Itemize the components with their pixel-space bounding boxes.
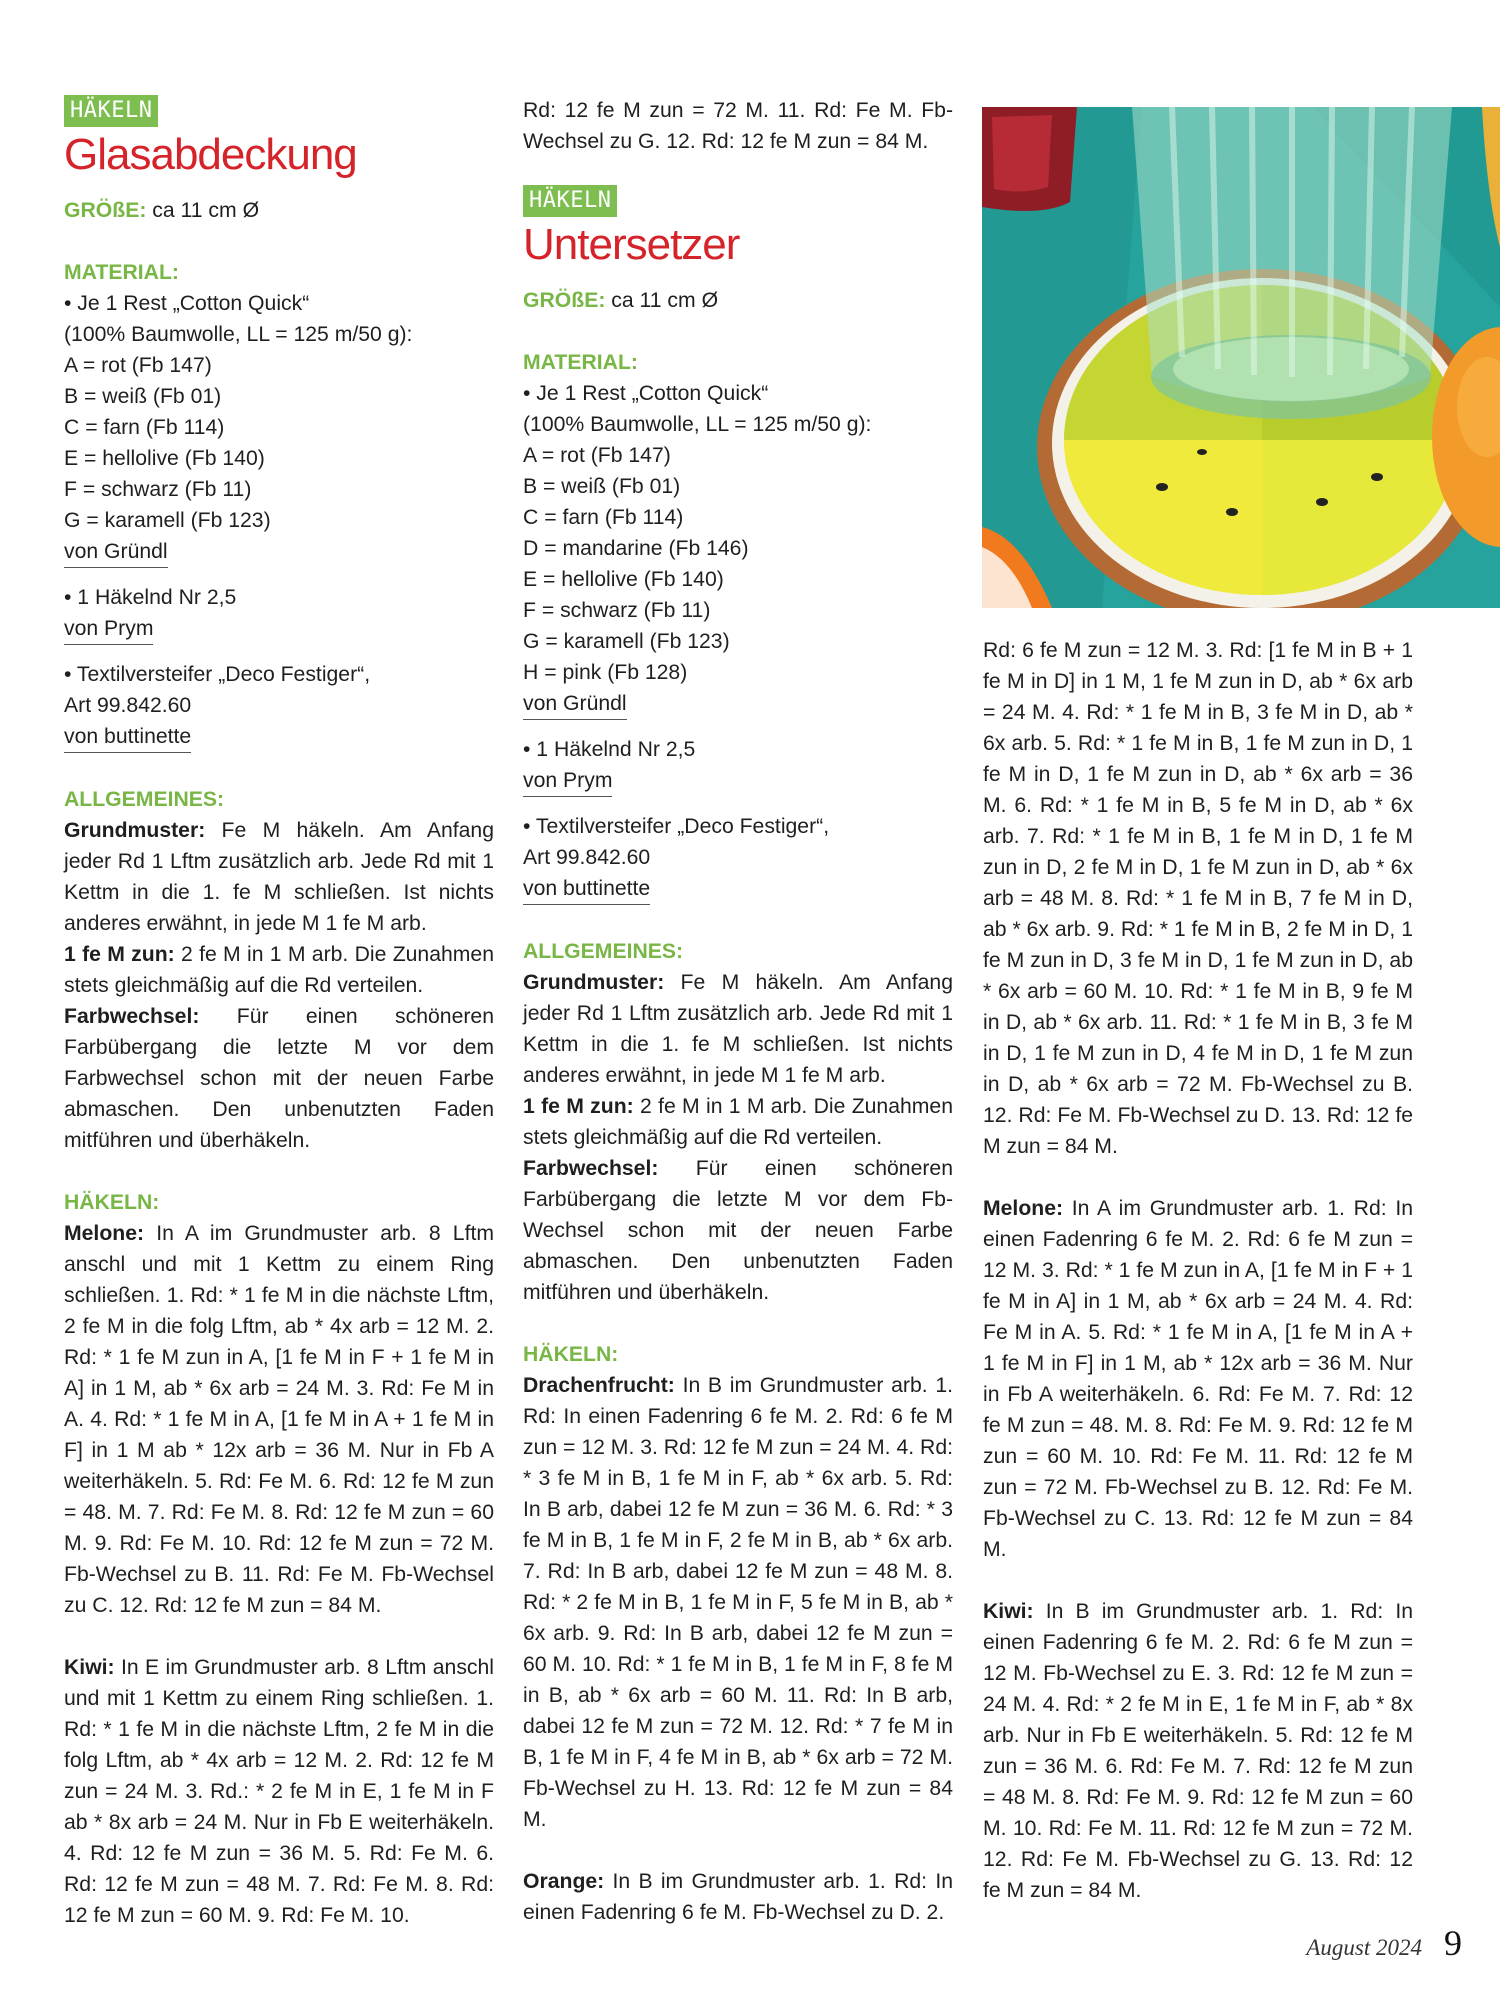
material-line: G = karamell (Fb 123) [64,509,271,532]
material-line: Art 99.842.60 [64,694,192,717]
material-line: F = schwarz (Fb 11) [523,599,711,622]
term-text: In B im Grundmuster arb. 1. Rd: In einen Fadenring 6 fe M. Fb-Wechsel zu D. 2. [523,1870,953,1924]
material-line: • Je 1 Rest „Cotton Quick“ [523,382,769,405]
instruction-paragraph [983,1193,1413,1565]
material-line: G = karamell (Fb 123) [523,630,730,653]
supplier-buttinette: von buttinette [523,873,650,905]
category-tag: HÄKELN [523,185,617,217]
term-label: Grundmuster: [523,971,665,994]
material-line: D = mandarine (Fb 146) [523,537,749,560]
term-label: Drachenfrucht: [523,1374,675,1397]
general-heading: ALLGEMEINES: [64,788,225,811]
material-line: E = hellolive (Fb 140) [64,447,265,470]
size-line [64,195,494,226]
size-value: ca 11 cm Ø [146,199,260,222]
general-paragraph [64,815,494,939]
term-label: Melone: [983,1197,1064,1220]
term-label: Farbwechsel: [64,1005,200,1028]
term-label: 1 fe M zun: [64,943,175,966]
general-paragraph [523,1153,953,1308]
instruction-paragraph [523,1370,953,1835]
material-line: Art 99.842.60 [523,846,651,869]
term-text: In E im Grundmuster arb. 8 Lftm anschl und mit 1 Kettm zu einem Ring schließen. 1. Rd: * 1 fe M in die nächste Lftm, 2 fe M in die folg Lftm, ab * 4x arb = 12 M. 2. Rd: 12 fe M zun = 24 M. 3. Rd.: * 2 fe M in E, 1 fe M in F ab * 8x arb = 24 M. Nur in Fb E weiterhäkeln. 4. Rd: 12 fe M zun = 36 M. 5. Rd: Fe M. 6. Rd: 12 fe M zun = 48 M. 7. Rd: Fe M. 8. Rd: 12 fe M zun = 60 M. 9. Rd: Fe M. 10. [64,1656,494,1927]
supplier-prym: von Prym [64,613,153,645]
material-line: A = rot (Fb 147) [64,354,212,377]
term-text: Fe M häkeln. Am Anfang jeder Rd 1 Lftm zusätzlich arb. Jede Rd mit 1 Kettm in die 1. fe M schließen. Ist nichts anderes erwähnt, in jede M 1 fe M arb. [64,819,494,935]
term-text: In B im Grundmuster arb. 1. Rd: In einen Fadenring 6 fe M. 2. Rd: 6 fe M zun = 12 M. Fb-Wechsel zu E. 3. Rd: 12 fe M zun = 24 M. 4. Rd: * 2 fe M in E, 1 fe M in F, ab * 8x arb. Nur in Fb E weiterhäkeln. 5. Rd: 12 fe M zun = 36 M. 6. Rd: Fe M. 7. Rd: 12 fe M zun = 48 M. 8. Rd: Fe M. 9. Rd: 12 fe M zun = 60 M. 10. Rd: Fe M. 11. Rd: 12 fe M zun = 72 M. 12. Rd: Fe M. Fb-Wechsel zu G. 13. Rd: 12 fe M zun = 84 M. [983,1600,1413,1902]
term-text: Für einen schöneren Farbübergang die letzte M vor dem Farbwechsel schon mit der neuen Farbe abmaschen. Den unbenutzten Faden mitführen und überhäkeln. [64,1005,494,1152]
term-label: Kiwi: [64,1656,115,1679]
material-line: • Textilversteifer „Deco Festiger“, [64,663,371,686]
term-text: 2 fe M in 1 M arb. Die Zunahmen stets gleichmäßig auf die Rd verteilen. [64,943,494,997]
instruction-paragraph [983,1596,1413,1906]
term-text: 2 fe M in 1 M arb. Die Zunahmen stets gleichmäßig auf die Rd verteilen. [523,1095,953,1149]
material-line: (100% Baumwolle, LL = 125 m/50 g): [64,323,413,346]
material-line: H = pink (Fb 128) [523,661,688,684]
term-label: Kiwi: [983,1600,1034,1623]
article-title: Untersetzer [523,220,740,269]
crochet-heading: HÄKELN: [64,1191,160,1214]
size-value: ca 11 cm Ø [605,289,719,312]
general-paragraph [64,1001,494,1156]
material-line: B = weiß (Fb 01) [523,475,681,498]
right-column [983,635,1413,1906]
general-heading: ALLGEMEINES: [523,940,684,963]
middle-column [523,95,953,1928]
material-line: E = hellolive (Fb 140) [523,568,724,591]
term-label: Orange: [523,1870,605,1893]
general-paragraph [523,967,953,1091]
supplier-gruendl: von Gründl [523,688,627,720]
issue-date: August 2024 [1306,1935,1422,1960]
left-column [64,95,494,1931]
general-paragraph [523,1091,953,1153]
instruction-paragraph [523,1866,953,1928]
continued-paragraph: Rd: 12 fe M zun = 72 M. 11. Rd: Fe M. Fb-Wechsel zu G. 12. Rd: 12 fe M zun = 84 M. [523,99,953,153]
material-line: (100% Baumwolle, LL = 125 m/50 g): [523,413,872,436]
supplier-buttinette: von buttinette [64,721,191,753]
term-text: Fe M häkeln. Am Anfang jeder Rd 1 Lftm zusätzlich arb. Jede Rd mit 1 Kettm in die 1. fe M schließen. Ist nichts anderes erwähnt, in jede M 1 fe M arb. [523,971,953,1087]
material-line: • Textilversteifer „Deco Festiger“, [523,815,830,838]
term-label: 1 fe M zun: [523,1095,634,1118]
material-heading: MATERIAL: [64,261,179,284]
crochet-heading: HÄKELN: [523,1343,619,1366]
term-label: Grundmuster: [64,819,206,842]
term-text: In A im Grundmuster arb. 1. Rd: In einen Fadenring 6 fe M. 2. Rd: 6 fe M zun = 12 M. 3. Rd: * 1 fe M zun in A, [1 fe M in F + 1 fe M in A] in 1 M, ab * 6x arb = 24 M. 4. Rd: Fe M in A. 5. Rd: * 1 fe M in A, [1 fe M in A + 1 fe M in F] in 1 M, ab * 12x arb = 36 M. Nur in Fb A weiterhäkeln. 6. Rd: Fe M. 7. Rd: 12 fe M zun = 48. M. 8. Rd: Fe M. 9. Rd: 12 fe M zun = 60 M. 10. Rd: Fe M. 11. Rd: 12 fe M zun = 72 M. Fb-Wechsel zu B. 12. Rd: Fe M. Fb-Wechsel zu C. 13. Rd: 12 fe M zun = 84 M. [983,1197,1413,1561]
coaster-photo [982,107,1500,608]
material-line: • 1 Häkelnd Nr 2,5 [64,586,237,609]
size-line [523,285,953,316]
term-text: Für einen schöneren Farbübergang die letzte M vor dem Fb-Wechsel schon mit der neuen Farbe abmaschen. Den unbenutzten Faden mitführen und überhäkeln. [523,1157,953,1304]
material-line: B = weiß (Fb 01) [64,385,222,408]
article-title: Glasabdeckung [64,130,357,179]
material-line: A = rot (Fb 147) [523,444,671,467]
page-number: 9 [1444,1923,1462,1963]
term-text: In B im Grundmuster arb. 1. Rd: In einen Fadenring 6 fe M. 2. Rd: 6 fe M zun = 12 M. 3. Rd: 12 fe M zun = 24 M. 4. Rd: * 3 fe M in B, 1 fe M in F, ab * 6x arb. 5. Rd: In B arb, dabei 12 fe M zun = 36 M. 6. Rd: * 3 fe M in B, 1 fe M in F, 2 fe M in B, ab * 6x arb. 7. Rd: In B arb, dabei 12 fe M zun = 48 M. 8. Rd: * 2 fe M in B, 1 fe M in F, 5 fe M in B, ab * 6x arb. 9. Rd: In B arb, dabei 12 fe M zun = 60 M. 10. Rd: * 1 fe M in B, 1 fe M in F, 8 fe M in B, ab * 6x arb = 60 M. 11. Rd: In B arb, dabei 12 fe M zun = 72 M. 12. Rd: * 7 fe M in B, 1 fe M in F, 4 fe M in B, ab * 6x arb = 72 M. Fb-Wechsel zu H. 13. Rd: 12 fe M zun = 84 M. [523,1374,953,1831]
material-line: C = farn (Fb 114) [523,506,684,529]
instruction-paragraph [64,1652,494,1931]
general-paragraph [64,939,494,1001]
term-label: Farbwechsel: [523,1157,659,1180]
category-tag: HÄKELN [64,95,158,127]
size-label: GRÖßE: [523,289,606,312]
supplier-gruendl: von Gründl [64,536,168,568]
continued-paragraph: Rd: 6 fe M zun = 12 M. 3. Rd: [1 fe M in B + 1 fe M in D] in 1 M, 1 fe M zun in D, ab * 6x arb = 24 M. 4. Rd: * 1 fe M in B, 3 fe M in D, ab * 6x arb. 5. Rd: * 1 fe M in B, 1 fe M zun in D, 1 fe M in D, 1 fe M zun in D, ab * 6x arb = 36 M. 6. Rd: * 1 fe M in B, 5 fe M in D, ab * 6x arb. 7. Rd: * 1 fe M in B, 1 fe M in D, 1 fe M zun in D, 2 fe M in D, 1 fe M zun in D, ab * 6x arb = 48 M. 8. Rd: * 1 fe M in B, 7 fe M in D, ab * 6x arb. 9. Rd: * 1 fe M in B, 2 fe M in D, 1 fe M zun in D, 3 fe M in D, 1 fe M zun in D, ab * 6x arb = 60 M. 10. Rd: * 1 fe M in B, 9 fe M in D, ab * 6x arb. 11. Rd: * 1 fe M in B, 3 fe M in D, 1 fe M zun in D, 4 fe M in D, 1 fe M zun in D, ab * 6x arb = 72 M. Fb-Wechsel zu B. 12. Rd: Fe M. Fb-Wechsel zu D. 13. Rd: 12 fe M zun = 84 M. [983,639,1413,1158]
material-line: C = farn (Fb 114) [64,416,225,439]
photo-illustration [982,107,1500,608]
term-label: Melone: [64,1222,145,1245]
page-footer [1306,1922,1462,1964]
supplier-prym: von Prym [523,765,612,797]
material-line: F = schwarz (Fb 11) [64,478,252,501]
material-line: • Je 1 Rest „Cotton Quick“ [64,292,310,315]
material-line: • 1 Häkelnd Nr 2,5 [523,738,696,761]
size-label: GRÖßE: [64,199,147,222]
term-text: In A im Grundmuster arb. 8 Lftm anschl und mit 1 Kettm zu einem Ring schließen. 1. Rd: * 1 fe M in die nächste Lftm, 2 fe M in die folg Lftm, ab * 4x arb = 12 M. 2. Rd: * 1 fe M zun in A, [1 fe M in F + 1 fe M in A] in 1 M, ab * 6x arb = 24 M. 3. Rd: Fe M in A. 4. Rd: * 1 fe M in A, [1 fe M in A + 1 fe M in F] in 1 M ab * 12x arb = 36 M. Nur in Fb A weiterhäkeln. 5. Rd: Fe M. 6. Rd: 12 fe M zun = 48. M. 7. Rd: Fe M. 8. Rd: 12 fe M zun = 60 M. 9. Rd: Fe M. 10. Rd: 12 fe M zun = 72 M. Fb-Wechsel zu B. 11. Rd: Fe M. Fb-Wechsel zu C. 12. Rd: 12 fe M zun = 84 M. [64,1222,494,1617]
instruction-paragraph [64,1218,494,1621]
material-heading: MATERIAL: [523,351,638,374]
